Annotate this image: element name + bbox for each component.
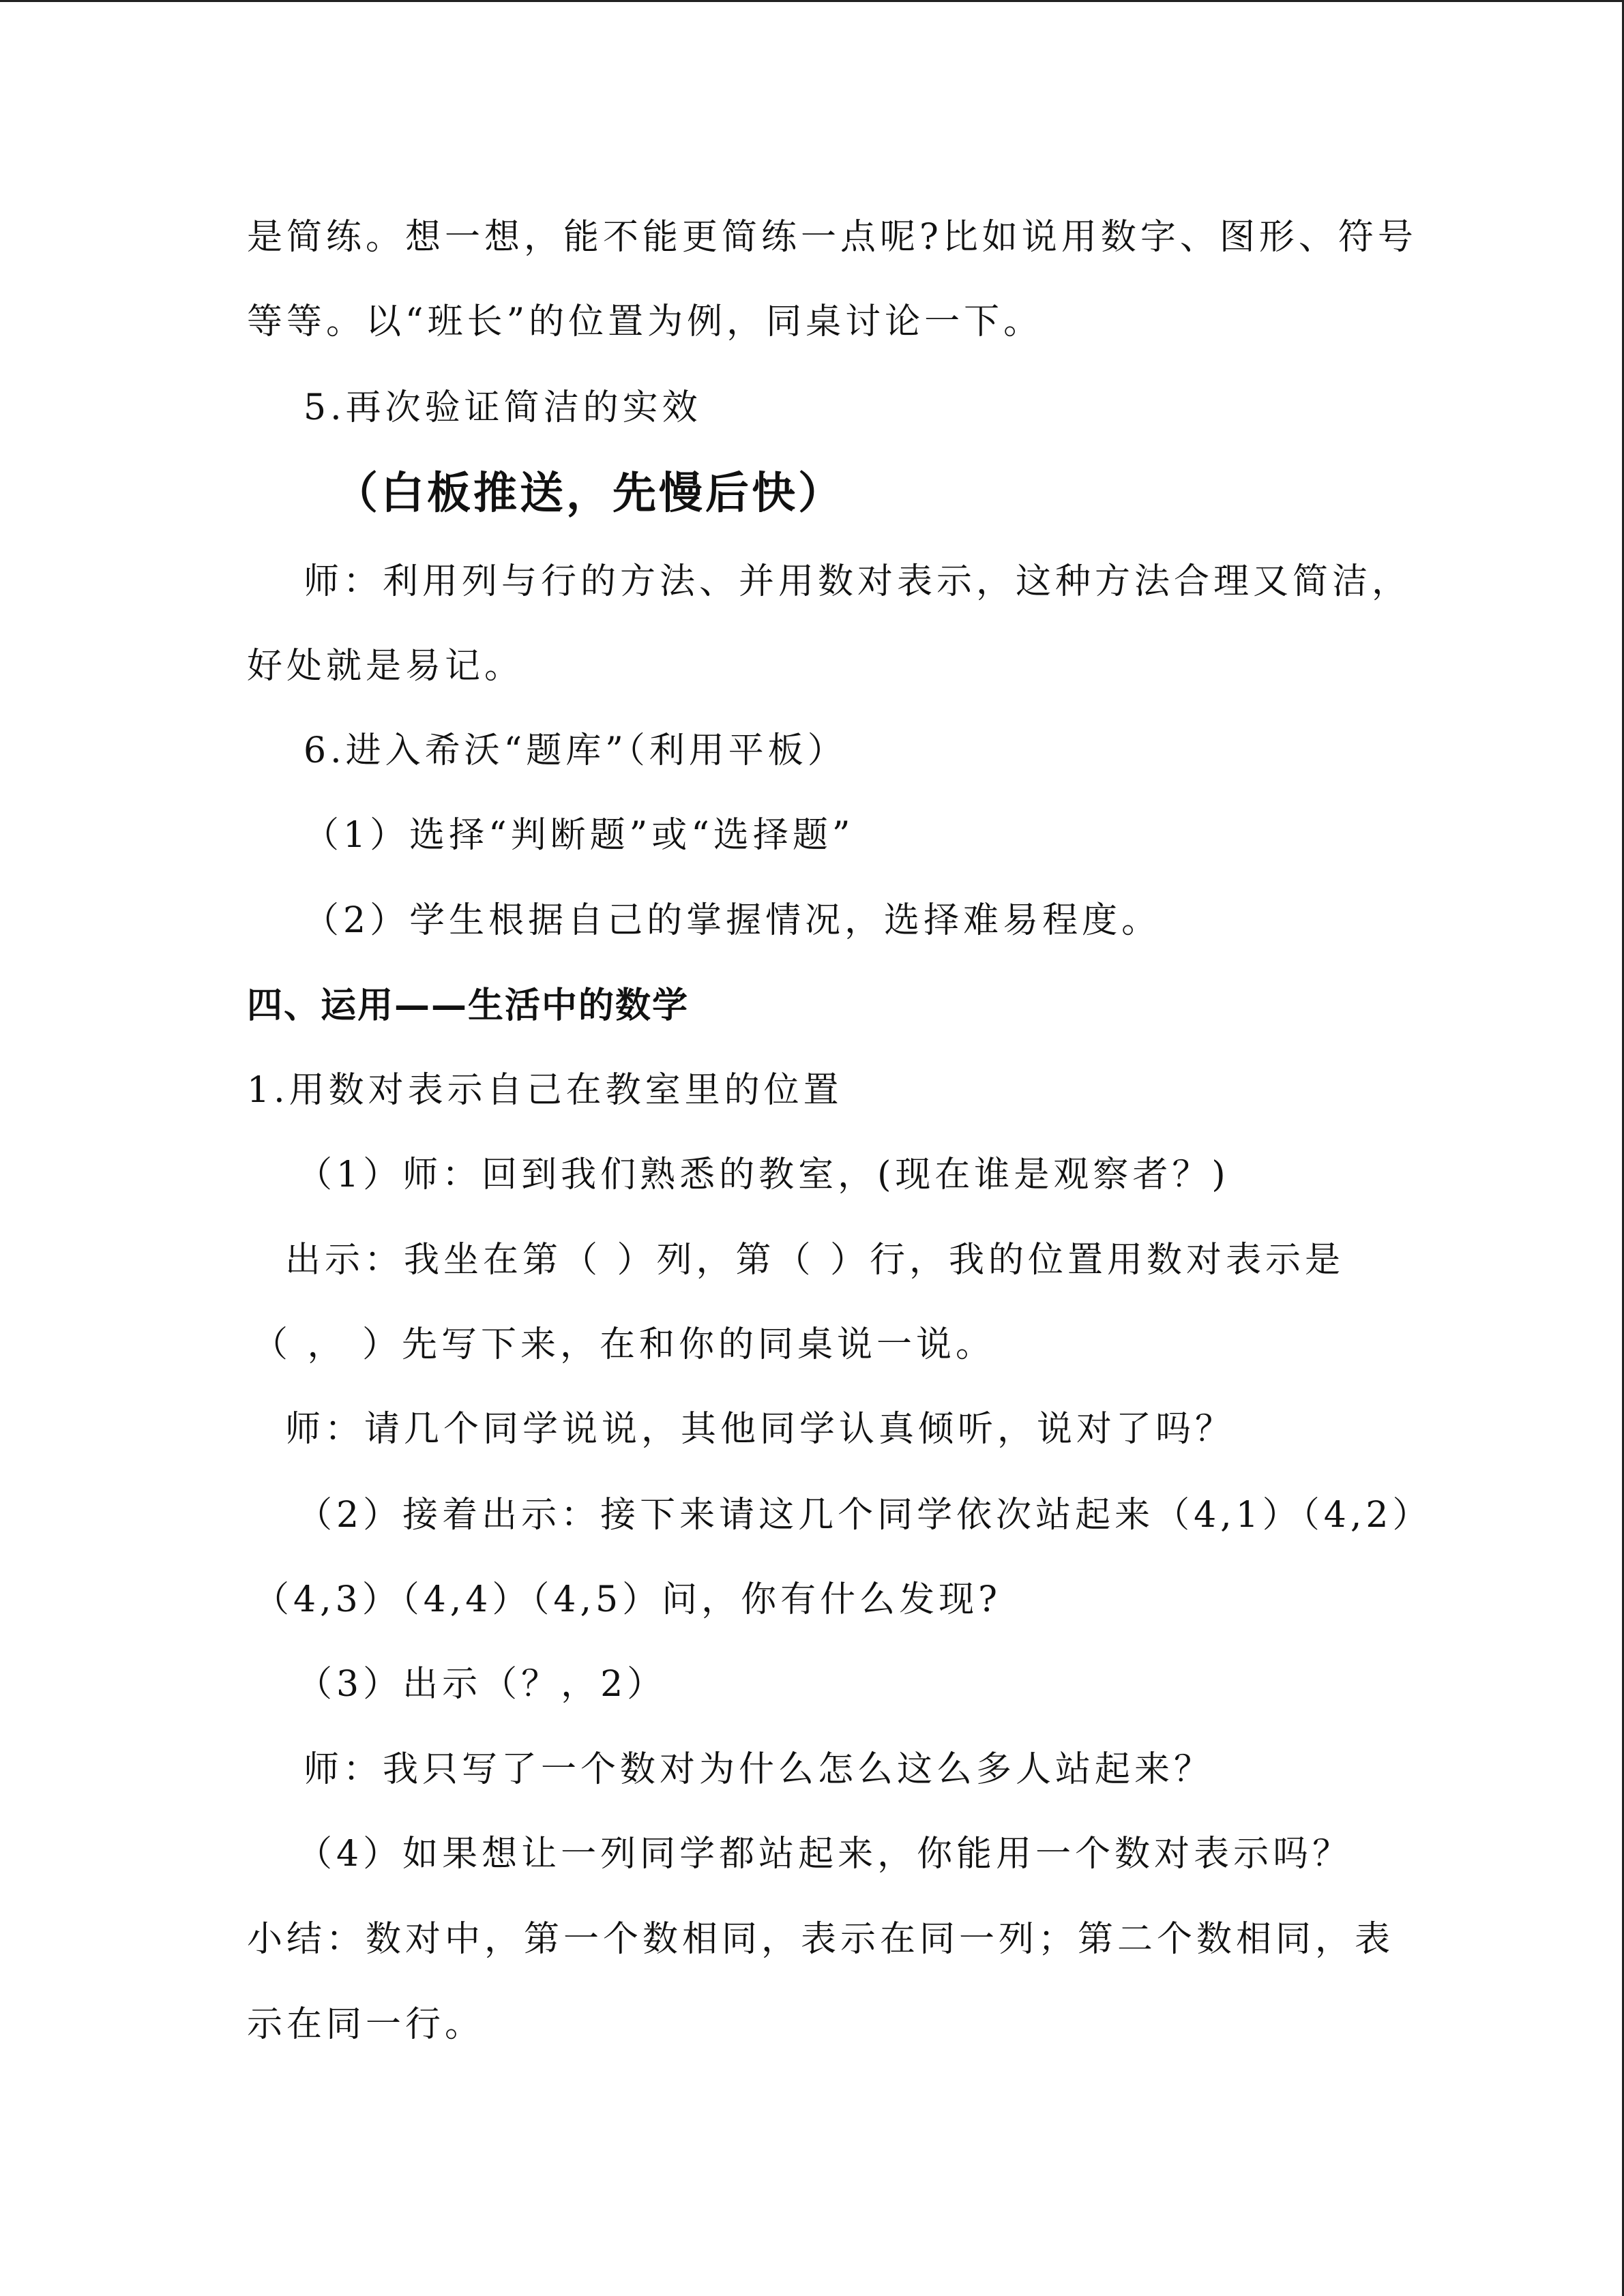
emphasis-heading: （白板推送，先慢后快） [334,468,844,519]
teacher-line: 师：请几个同学说说，其他同学认真倾听，说对了吗？ [285,1409,1235,1450]
step-heading: 1.用数对表示自己在教室里的位置 [247,1070,843,1111]
list-item: （2）接着出示：接下来请这几个同学依次站起来（4,1）（4,2） [297,1495,1432,1536]
paragraph-line: 好处就是易记。 [247,646,525,687]
paragraph-line: 是简练。想一想，能不能更简练一点呢?比如说用数字、图形、符号 [247,217,1417,258]
step-heading: 6.进入希沃“题库”（利用平板） [304,730,847,771]
list-item: （4）如果想让一列同学都站起来，你能用一个数对表示吗？ [297,1834,1353,1875]
step-heading: 5.再次验证简洁的实效 [304,387,702,428]
list-item: （3）出示（？，2） [297,1664,667,1705]
paragraph-line: 出示：我坐在第（ ）列，第（ ）行，我的位置用数对表示是 [285,1240,1345,1281]
paragraph-line: （4,3）（4,4）（4,5）问，你有什么发现? [254,1579,1001,1620]
summary-line: 小结：数对中，第一个数相同，表示在同一列；第二个数相同，表 [247,1919,1395,1960]
teacher-line: 师：利用列与行的方法、并用数对表示，这种方法合理又简洁， [304,561,1412,602]
paragraph-line: 等等。以“班长”的位置为例，同桌讨论一下。 [247,301,1044,342]
paragraph-line: （ ， ）先写下来，在和你的同桌说一说。 [252,1324,996,1365]
list-item: （1）选择“判断题”或“选择题” [304,815,855,856]
list-item: （2）学生根据自己的掌握情况，选择难易程度。 [304,900,1162,941]
section-heading: 四、运用——生活中的数学 [247,985,690,1026]
summary-line: 示在同一行。 [247,2004,485,2045]
page-top-border [0,0,1624,2]
teacher-line: 师：我只写了一个数对为什么怎么这么多人站起来？ [304,1749,1214,1790]
list-item: （1）师：回到我们熟悉的教室，(现在谁是观察者？) [297,1154,1230,1195]
